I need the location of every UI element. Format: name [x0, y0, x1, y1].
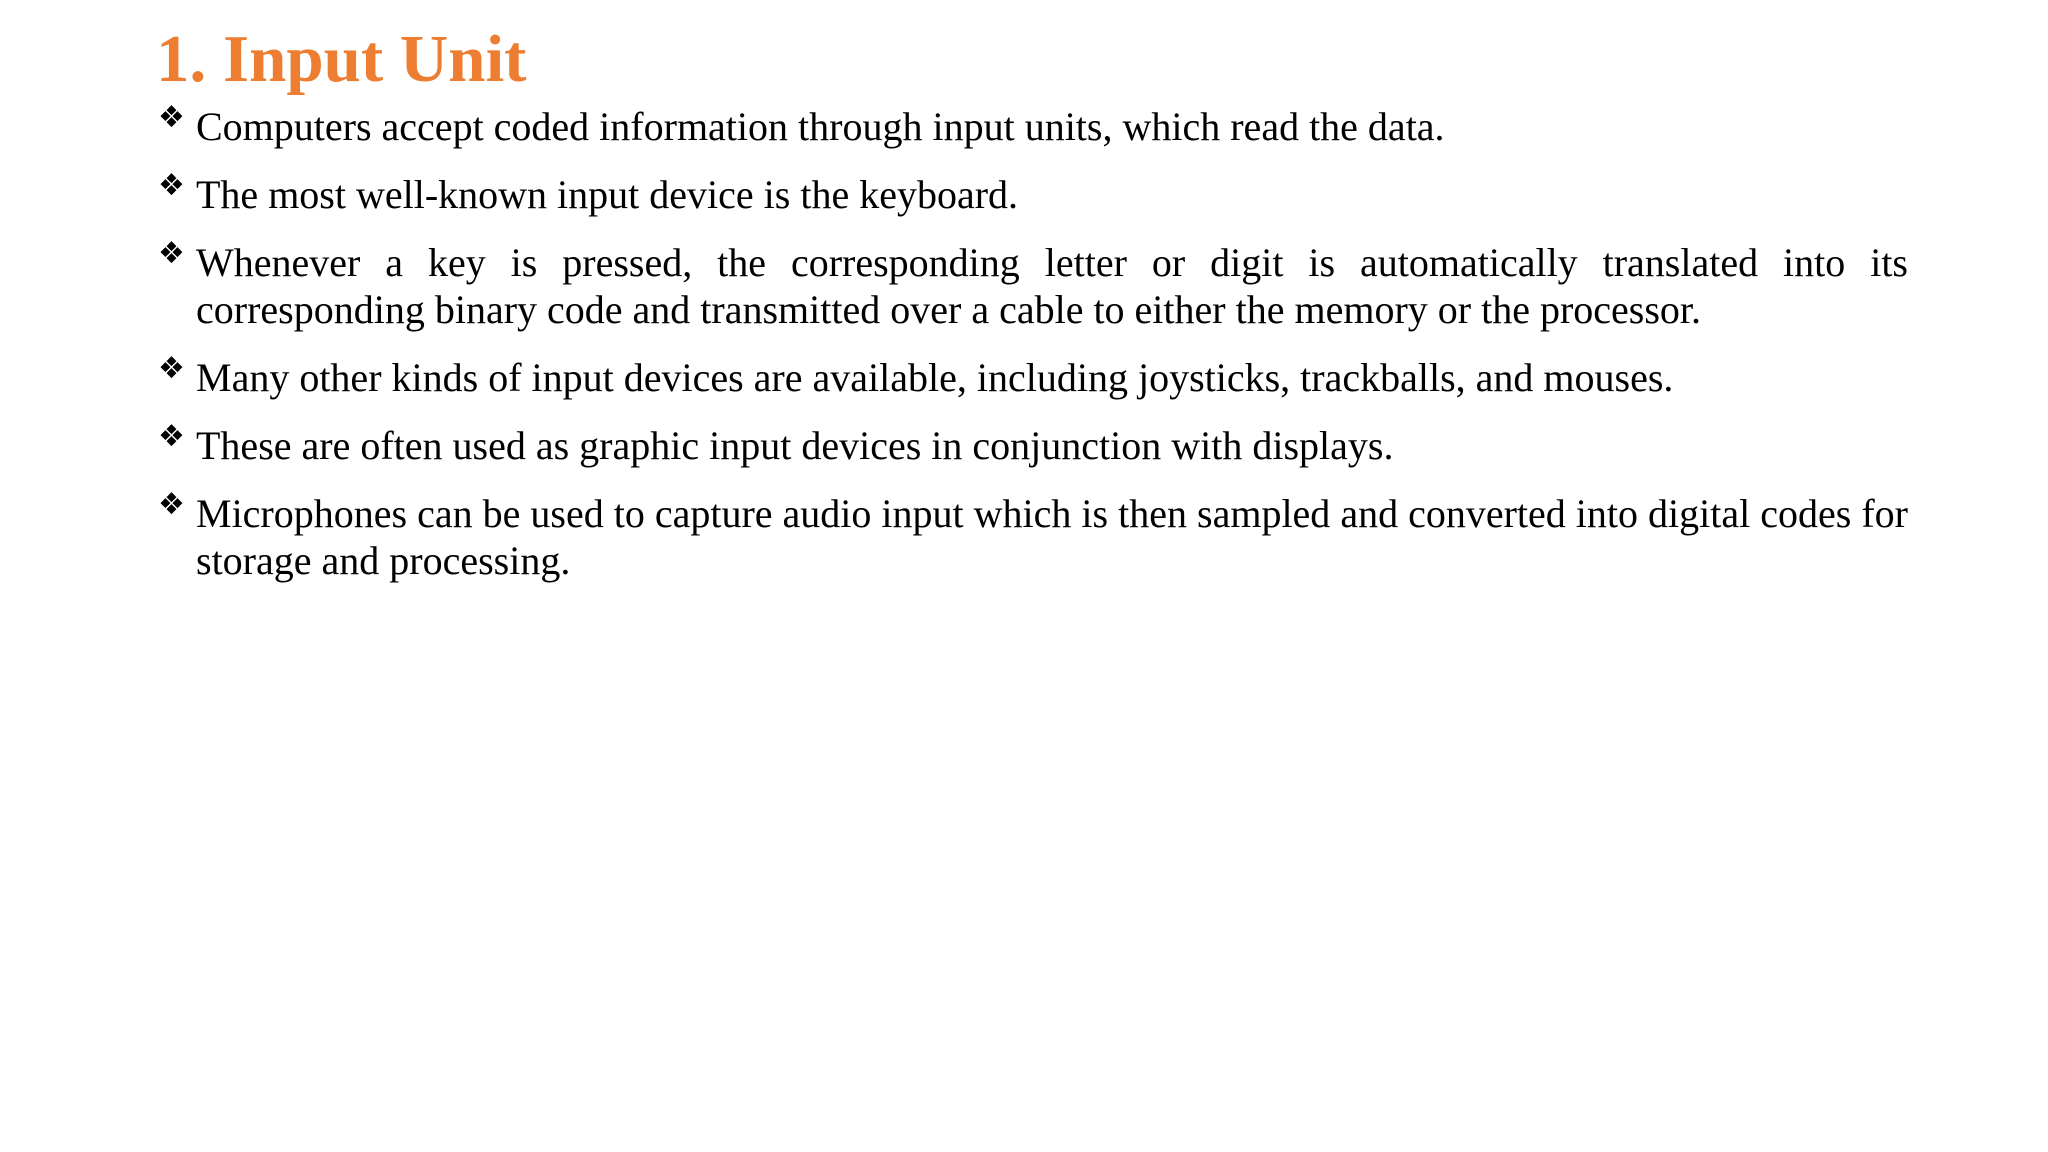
bullet-item — [158, 419, 1908, 469]
slide-title: 1. Input Unit — [156, 22, 527, 96]
bullet-item — [158, 351, 1908, 401]
bullet-item — [158, 100, 1908, 150]
bullet-item — [158, 168, 1908, 218]
four-diamond-bullet-icon: ❖ — [158, 351, 185, 386]
bullet-item — [158, 487, 1908, 584]
four-diamond-bullet-icon: ❖ — [158, 236, 185, 271]
four-diamond-bullet-icon: ❖ — [158, 419, 185, 454]
four-diamond-bullet-icon: ❖ — [158, 100, 185, 135]
bullet-text: Computers accept coded information through input units, which read the data. — [196, 104, 1445, 149]
bullet-text: Many other kinds of input devices are available, including joysticks, trackballs, and mouses. — [196, 355, 1674, 400]
bullet-text: Microphones can be used to capture audio input which is then sampled and converted into digital codes for storage and processing. — [196, 491, 1908, 583]
four-diamond-bullet-icon: ❖ — [158, 487, 185, 522]
bullet-text: These are often used as graphic input devices in conjunction with displays. — [196, 423, 1394, 468]
four-diamond-bullet-icon: ❖ — [158, 168, 185, 203]
bullet-item — [158, 236, 1908, 333]
bullet-text: The most well-known input device is the keyboard. — [196, 172, 1019, 217]
bullet-list — [158, 100, 1908, 605]
bullet-text: Whenever a key is pressed, the corresponding letter or digit is automatically translated into its corresponding binary code and transmitted over a cable to either the memory or the processor. — [196, 240, 1908, 332]
